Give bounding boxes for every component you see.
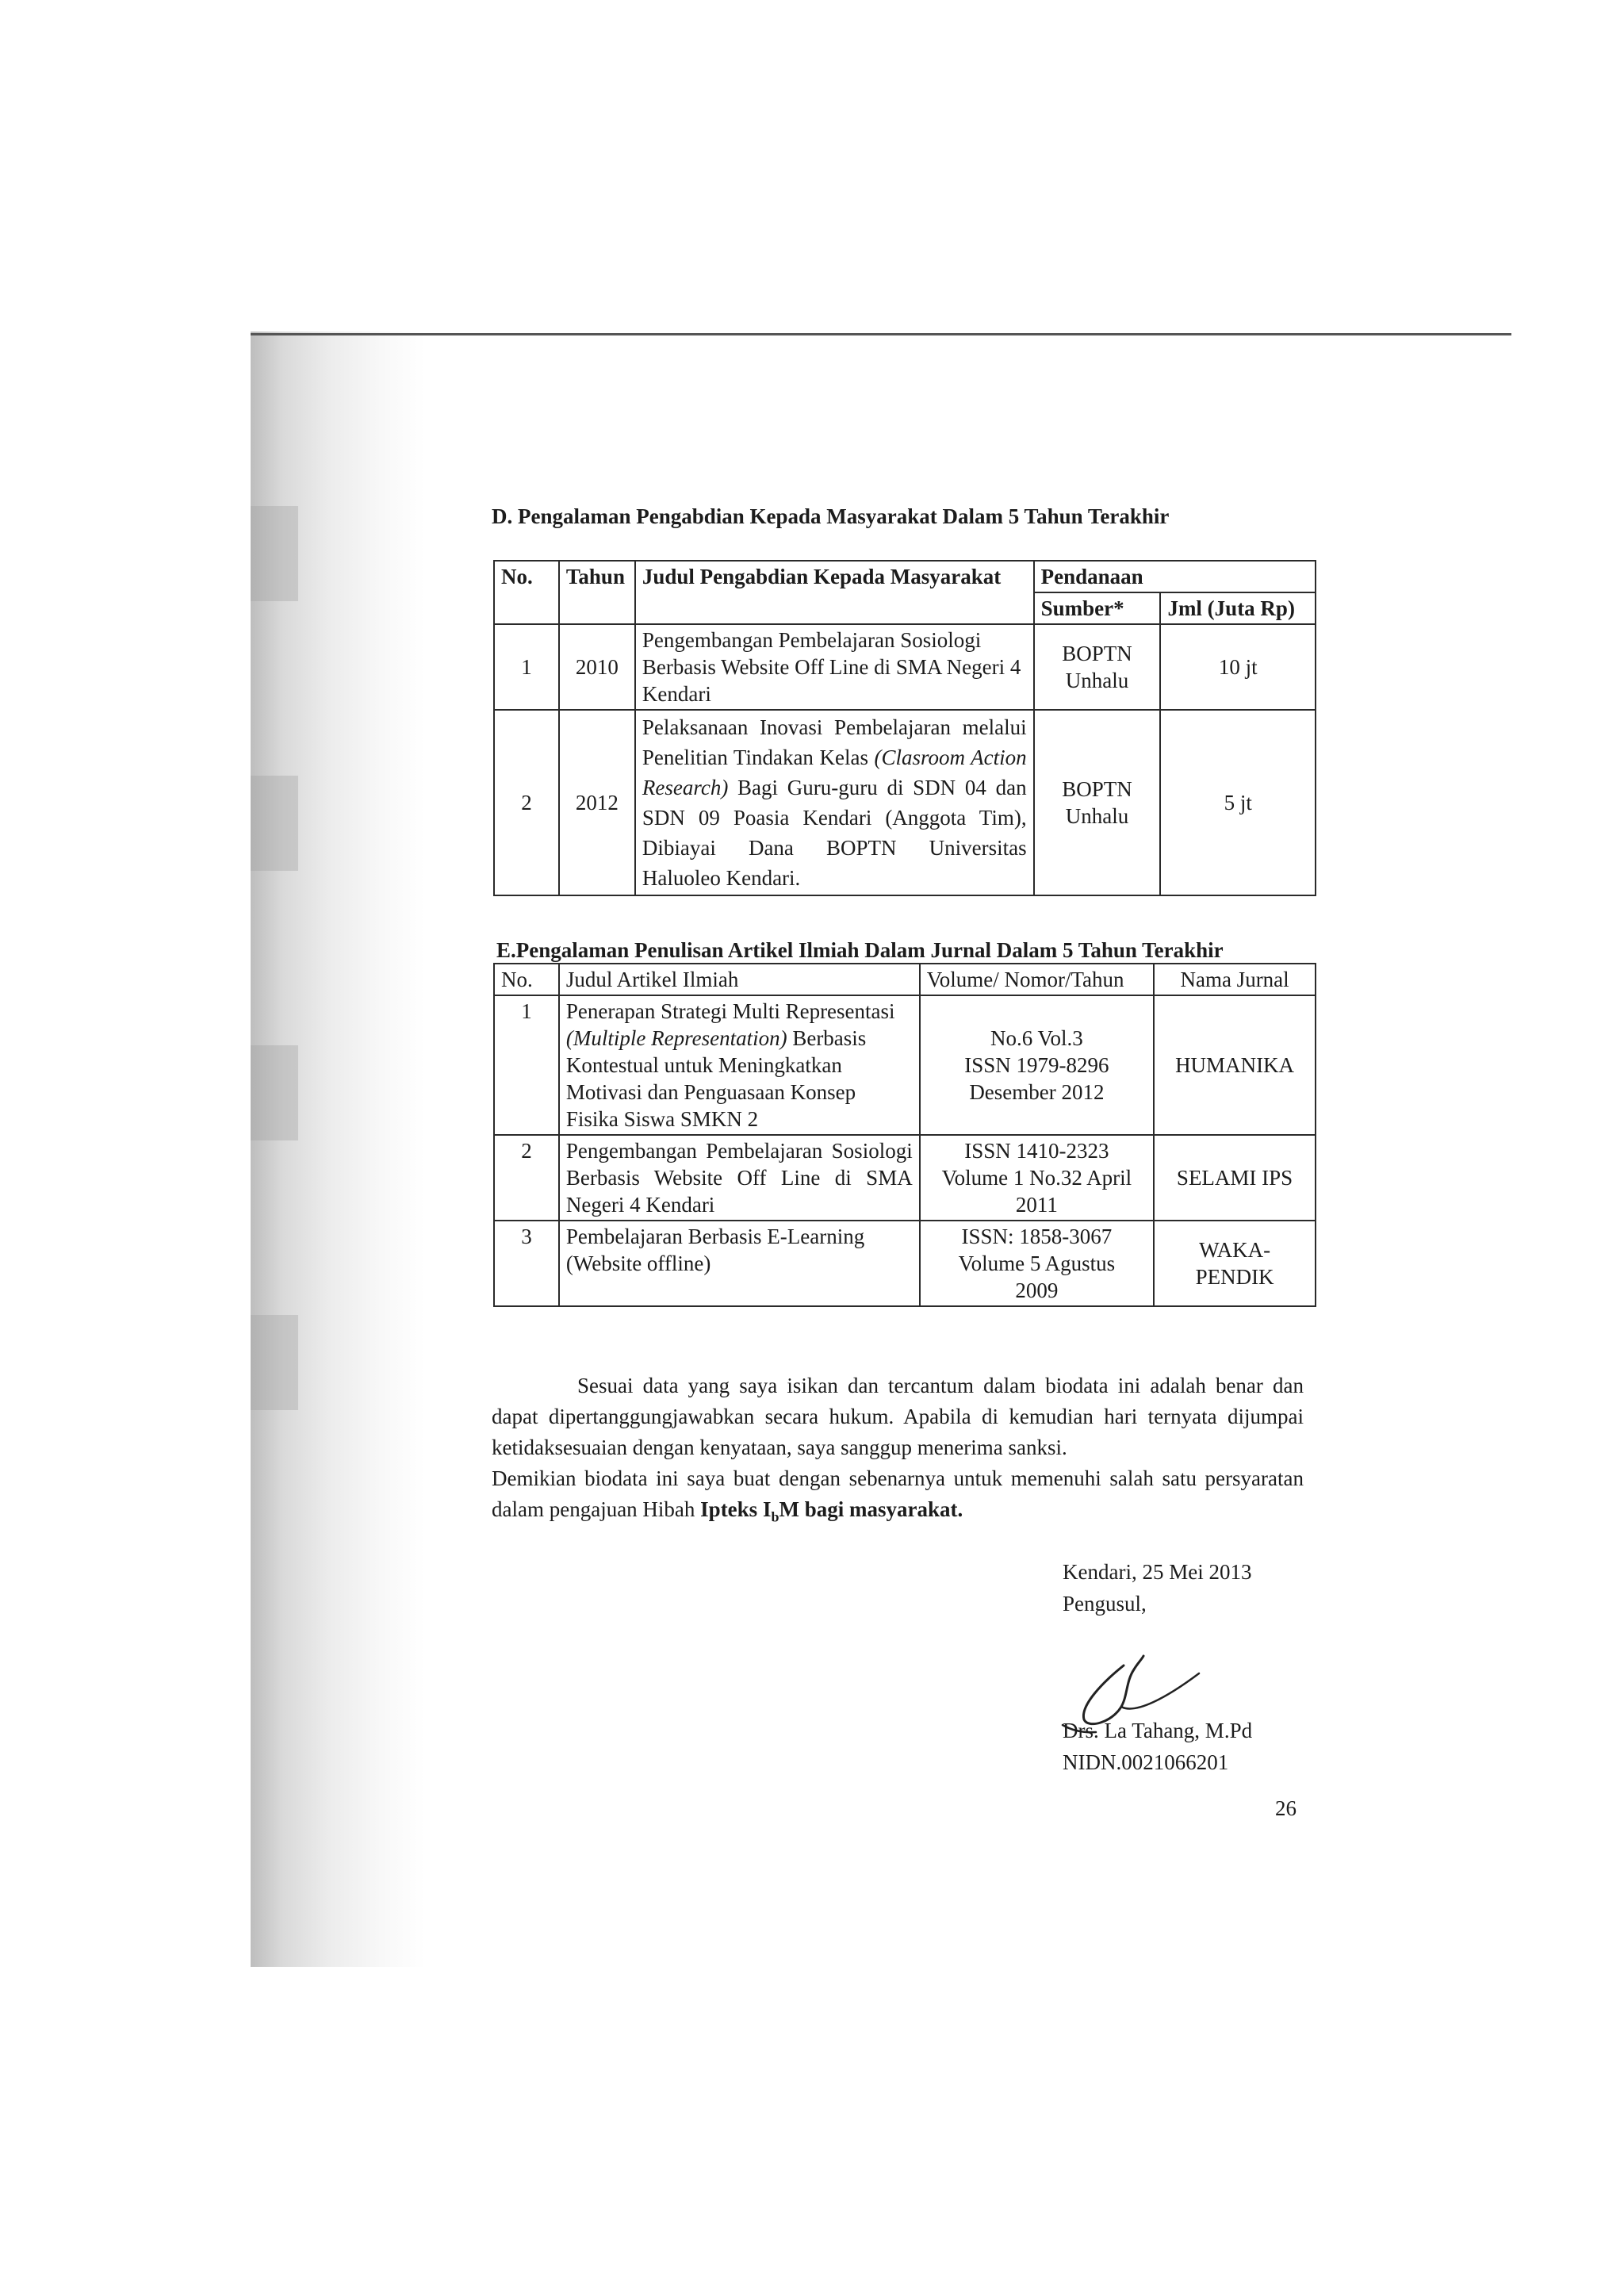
row-no: 2 [494, 1135, 559, 1221]
row-no: 1 [494, 624, 559, 710]
row-volume [920, 995, 1154, 1135]
table-row [494, 1135, 1316, 1221]
header-jurnal: Nama Jurnal [1154, 964, 1316, 995]
statement-bold [700, 1497, 963, 1525]
statement-bold-b: M bagi masyarakat. [779, 1497, 963, 1521]
table-row [494, 1221, 1316, 1306]
row-no: 2 [494, 710, 559, 895]
header-jml: Jml (Juta Rp) [1160, 592, 1316, 624]
statement-block [492, 1370, 1304, 1532]
row-judul: Pengembangan Pembelajaran Sosiologi Berbasis Website Off Line di SMA Negeri 4 Kendari [635, 624, 1034, 710]
row-judul: Pembelajaran Berbasis E-Learning (Website offline) [559, 1221, 920, 1306]
row-jml: 5 jt [1160, 710, 1316, 895]
row-volume-line: Volume 5 Agustus [958, 1251, 1116, 1275]
row-volume-line: ISSN 1410-2323 [964, 1139, 1109, 1163]
header-no: No. [494, 964, 559, 995]
row-volume-line: No.6 Vol.3 [990, 1026, 1083, 1050]
row-volume-line: ISSN 1979-8296 [964, 1053, 1109, 1077]
row-volume [920, 1221, 1154, 1306]
signer-name: Drs. La Tahang, M.Pd [1063, 1719, 1253, 1742]
signature-role: Pengusul, [1063, 1592, 1147, 1616]
header-judul: Judul Pengabdian Kepada Masyarakat [635, 561, 1034, 624]
row-volume-line: Desember 2012 [969, 1080, 1105, 1104]
row-judul-text: Penerapan Strategi Multi Representasi [565, 999, 895, 1023]
row-volume-line: Volume 1 No.32 April [941, 1166, 1132, 1190]
row-no: 3 [494, 1221, 559, 1306]
section-e-title: E.Pengalaman Penulisan Artikel Ilmiah Dalam Jurnal Dalam 5 Tahun Terakhir [496, 938, 1224, 962]
row-no: 1 [494, 995, 559, 1135]
signature-place-date: Kendari, 25 Mei 2013 [1063, 1560, 1252, 1584]
section-d-title: D. Pengalaman Pengabdian Kepada Masyarakat Dalam 5 Tahun Terakhir [492, 504, 1170, 528]
row-judul: Pengembangan Pembelajaran Sosiologi Berbasis Website Off Line di SMA Negeri 4 Kendari [559, 1135, 920, 1221]
scan-binding-shadow [251, 332, 425, 1967]
row-jurnal [1154, 1221, 1316, 1306]
row-judul-text: Pelaksanaan Inovasi Pembelajaran melalui Penelitian Tindakan Kelas [642, 715, 1027, 769]
table-row [494, 995, 1316, 1135]
scan-top-edge [251, 333, 1511, 335]
statement-paragraph-2 [492, 1463, 1304, 1532]
row-tahun: 2010 [559, 624, 635, 710]
statement-bold-a: Ipteks I [700, 1497, 772, 1521]
row-jurnal: SELAMI IPS [1154, 1135, 1316, 1221]
row-sumber: BOPTN Unhalu [1034, 624, 1161, 710]
header-volume: Volume/ Nomor/Tahun [920, 964, 1154, 995]
row-jml: 10 jt [1160, 624, 1316, 710]
row-judul-text-cont: Berbasis Kontestual untuk Meningkatkan Motivasi dan Penguasaan Konsep Fisika Siswa SMKN 2 [565, 1026, 867, 1131]
row-jurnal: HUMANIKA [1154, 995, 1316, 1135]
row-volume [920, 1135, 1154, 1221]
header-no: No. [494, 561, 559, 624]
row-volume-line: ISSN: 1858-3067 [961, 1225, 1113, 1248]
row-judul-italic: (Clasroom Action Research) [642, 746, 1027, 799]
row-jurnal-line: WAKA- [1199, 1238, 1271, 1262]
table-row [494, 624, 1316, 710]
signer-nidn: NIDN.0021066201 [1063, 1750, 1229, 1774]
row-jurnal-line: PENDIK [1195, 1265, 1274, 1289]
row-volume-line: 2011 [1015, 1193, 1058, 1217]
row-judul-text-cont: Bagi Guru-guru di SDN 04 dan SDN 09 Poasia Kendari (Anggota Tim), Dibiayai Dana BOPTN Universitas Haluoleo Kendari. [642, 776, 1027, 890]
header-tahun: Tahun [559, 561, 635, 624]
row-volume-line: 2009 [1015, 1278, 1059, 1302]
statement-text: Demikian biodata ini saya buat dengan sebenarnya untuk memenuhi salah satu persyaratan dalam pengajuan Hibah [492, 1466, 1304, 1521]
statement-bold-sub: b [771, 1508, 779, 1525]
statement-paragraph-1: Sesuai data yang saya isikan dan tercantum dalam biodata ini adalah benar dan dapat dipertanggungjawabkan secara hukum. Apabila di kemudian hari ternyata dijumpai ketidaksesuaian dengan kenyataan, saya sanggup menerima sanksi. [492, 1374, 1304, 1459]
page-number: 26 [1275, 1796, 1297, 1820]
row-tahun: 2012 [559, 710, 635, 895]
header-judul: Judul Artikel Ilmiah [559, 964, 920, 995]
journal-articles-table [493, 963, 1316, 1307]
table-header-row [494, 964, 1316, 995]
table-header-row [494, 561, 1316, 592]
community-service-table [493, 560, 1316, 896]
table-row [494, 710, 1316, 895]
row-judul [635, 710, 1034, 895]
header-pendanaan: Pendanaan [1034, 561, 1316, 592]
row-judul-italic: (Multiple Representation) [565, 1026, 787, 1050]
header-sumber: Sumber* [1034, 592, 1161, 624]
row-judul [559, 995, 920, 1135]
row-sumber: BOPTN Unhalu [1034, 710, 1161, 895]
